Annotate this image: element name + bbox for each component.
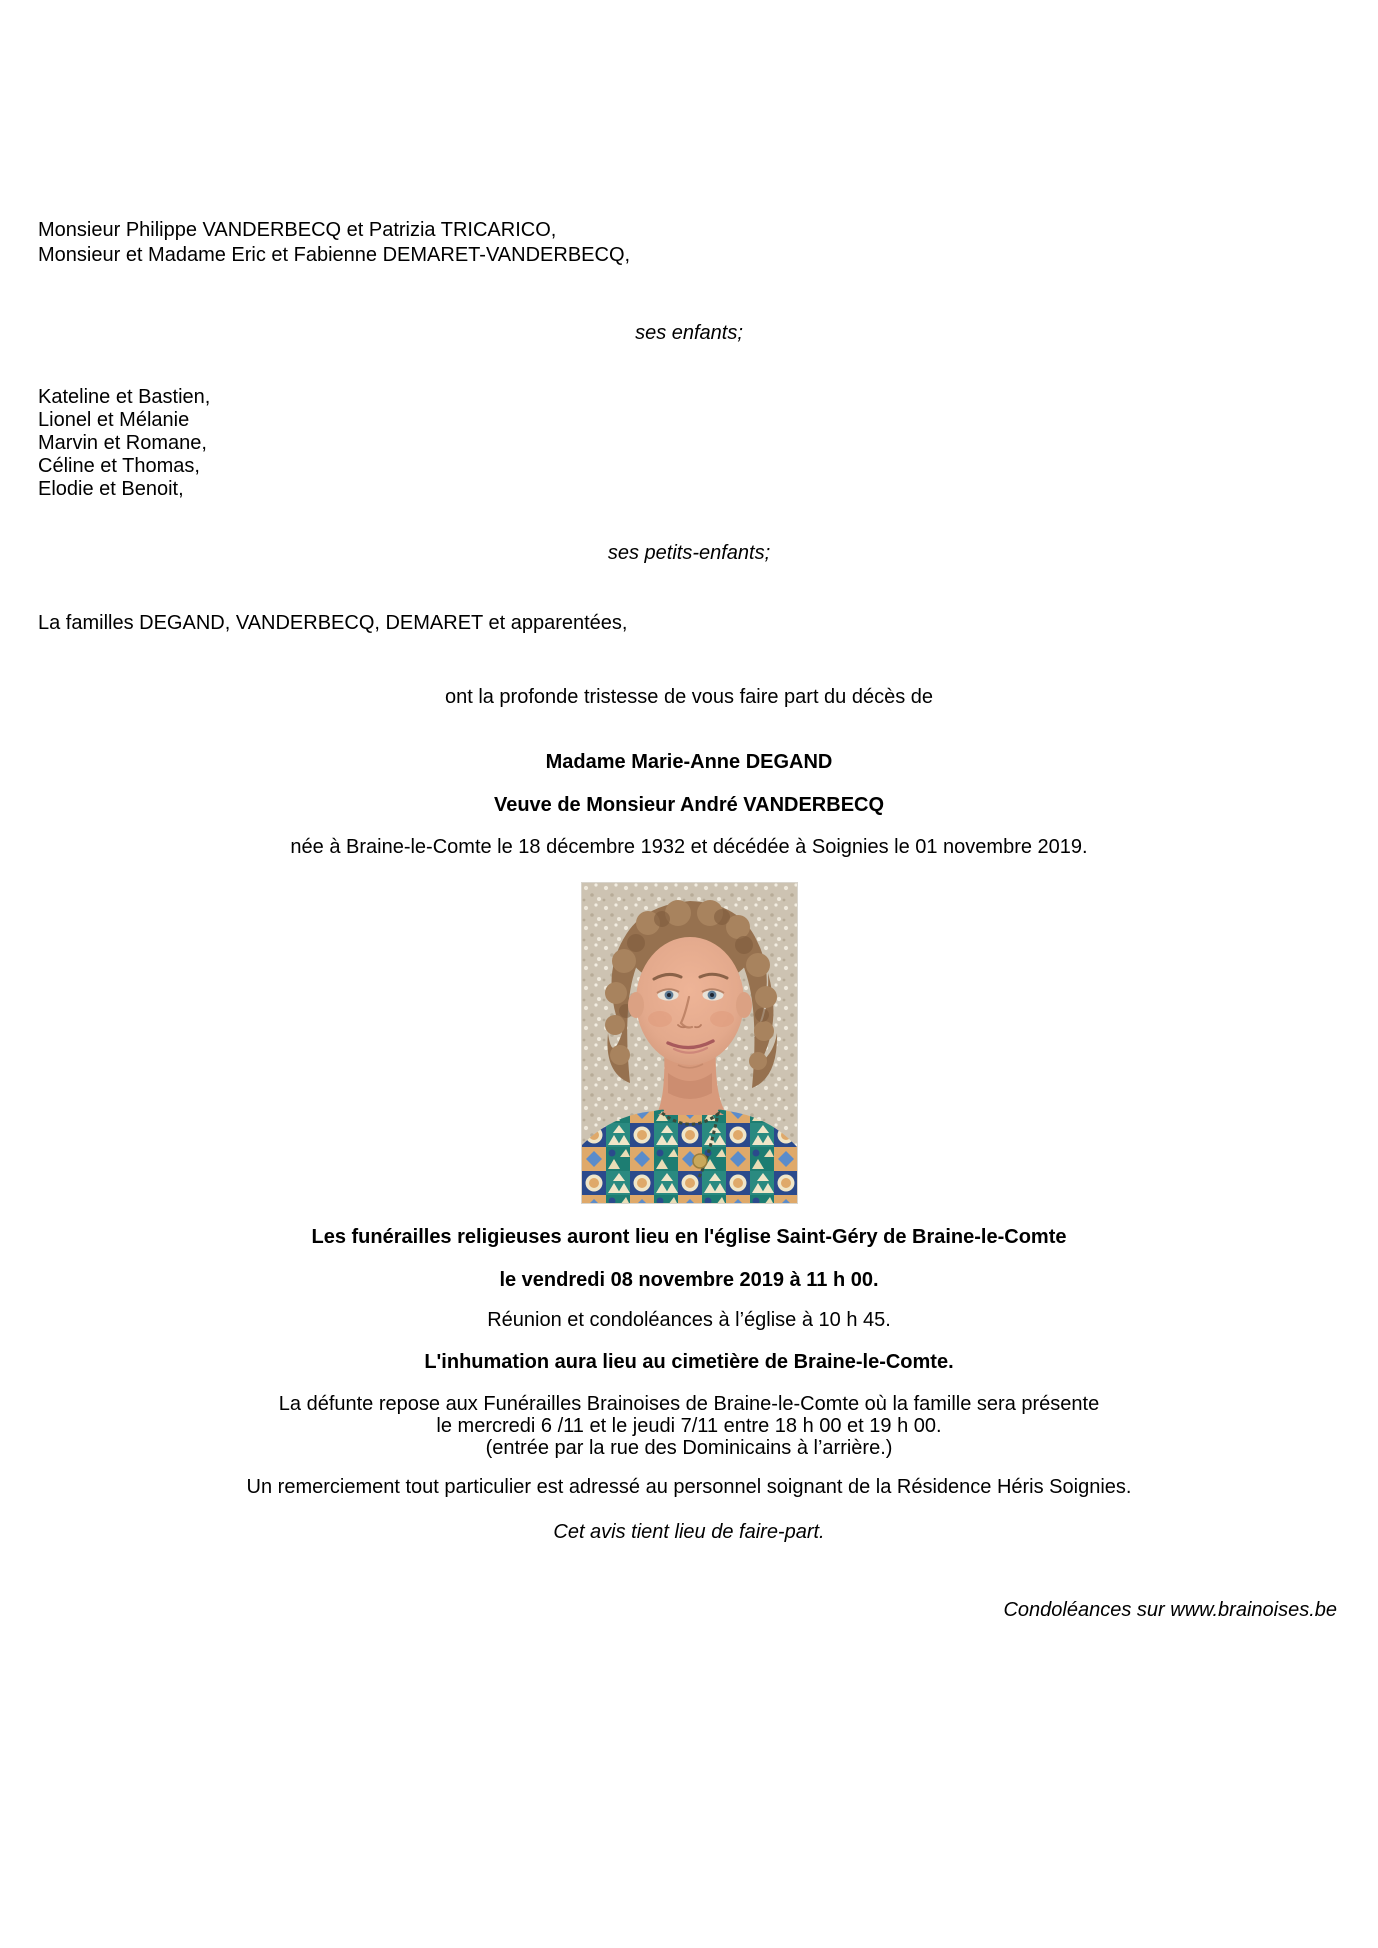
announcement-line: ont la profonde tristesse de vous faire part du décès de [444, 686, 934, 708]
portrait-photo [582, 883, 797, 1203]
grandchild-line: Céline et Thomas, [38, 455, 200, 477]
inhumation-line: L'inhumation aura lieu au cimetière de Braine-le-Comte. [424, 1351, 954, 1373]
repose-line: La défunte repose aux Funérailles Brainoises de Braine-le-Comte où la famille sera présente [278, 1393, 1100, 1415]
families-line: La familles DEGAND, VANDERBECQ, DEMARET et apparentées, [38, 612, 628, 634]
notice-line: Cet avis tient lieu de faire-part. [553, 1521, 825, 1543]
funeral-line-1: Les funérailles religieuses auront lieu en l'église Saint-Géry de Braine-le-Comte [311, 1226, 1067, 1248]
intro-line: Monsieur Philippe VANDERBECQ et Patrizia TRICARICO, [38, 219, 557, 241]
deceased-name: Madame Marie-Anne DEGAND [545, 751, 833, 773]
grandchild-line: Kateline et Bastien, [38, 386, 211, 408]
intro-relatives [38, 218, 630, 268]
repose-line: (entrée par la rue des Dominicains à l’arrière.) [485, 1437, 893, 1459]
ses-petits-enfants-label: ses petits-enfants; [607, 542, 771, 564]
intro-line: Monsieur et Madame Eric et Fabienne DEMARET-VANDERBECQ, [38, 244, 631, 266]
grandchild-line: Lionel et Mélanie [38, 409, 190, 431]
deceased-subtitle: Veuve de Monsieur André VANDERBECQ [493, 794, 885, 816]
grandchildren-list [38, 386, 210, 501]
thanks-line: Un remerciement tout particulier est adressé au personnel soignant de la Résidence Héris Soignies. [246, 1476, 1132, 1498]
repose-line: le mercredi 6 /11 et le jeudi 7/11 entre 18 h 00 et 19 h 00. [436, 1415, 942, 1437]
grandchild-line: Elodie et Benoit, [38, 478, 184, 500]
funeral-line-2: le vendredi 08 novembre 2019 à 11 h 00. [499, 1269, 879, 1291]
condolences-line: Condoléances sur www.brainoises.be [1003, 1599, 1337, 1621]
life-dates-line: née à Braine-le-Comte le 18 décembre 1932 et décédée à Soignies le 01 novembre 2019. [290, 836, 1088, 858]
repose-block [0, 1393, 1378, 1459]
ses-enfants-label: ses enfants; [635, 322, 743, 344]
reunion-line: Réunion et condoléances à l’église à 10 h 45. [487, 1309, 891, 1331]
grandchild-line: Marvin et Romane, [38, 432, 207, 454]
